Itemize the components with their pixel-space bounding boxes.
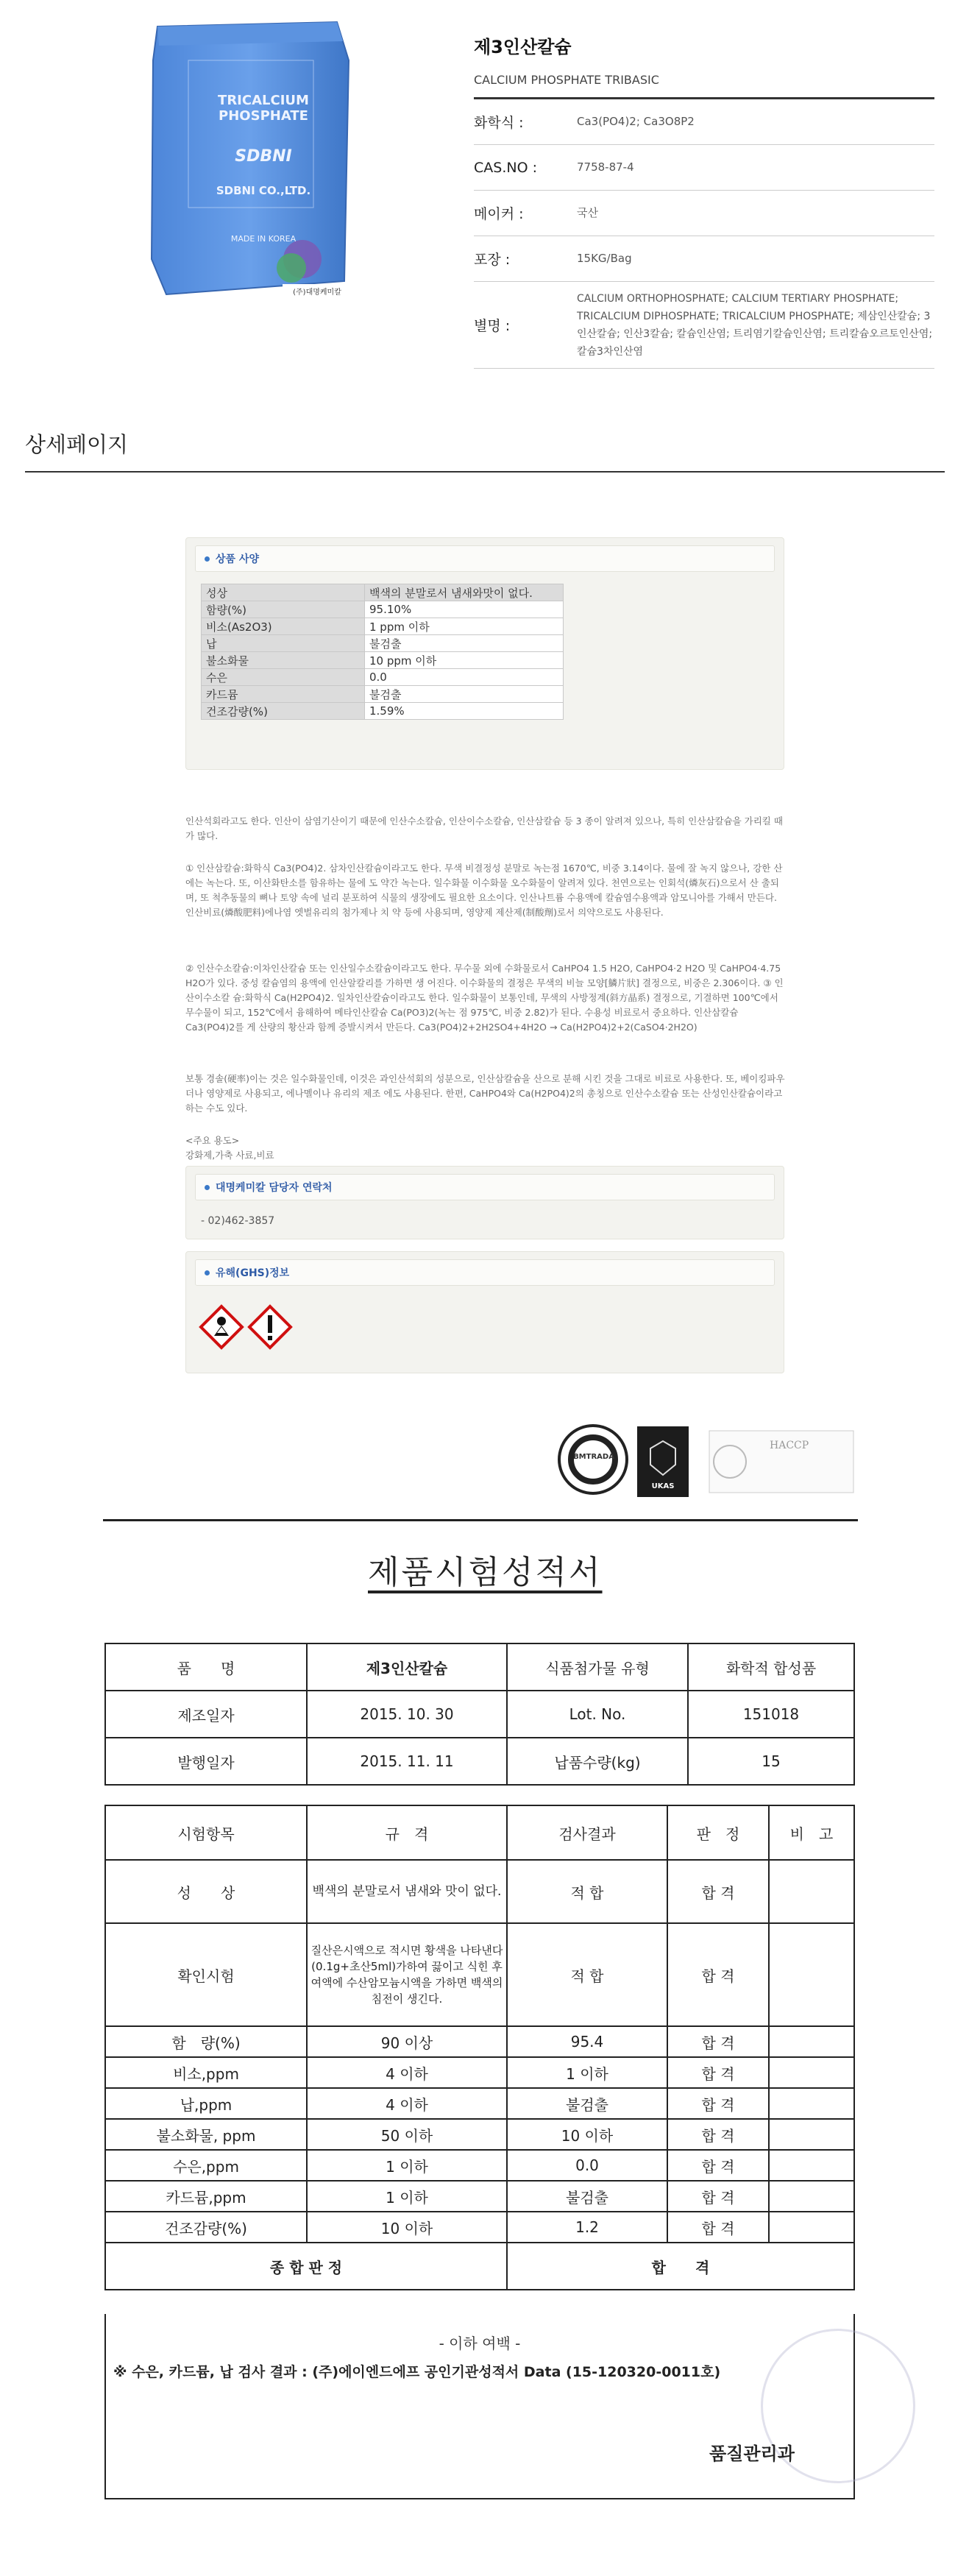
table-cell: 151018	[688, 1691, 854, 1738]
spec-row-maker	[474, 191, 934, 236]
table-row	[105, 2181, 854, 2212]
spec-label: 포장 :	[474, 252, 511, 268]
overall-row	[105, 2243, 854, 2290]
table-cell-key: 함량(%)	[202, 601, 365, 618]
test-spec: 50 이하	[307, 2119, 507, 2150]
test-item: 납,ppm	[105, 2088, 307, 2119]
health-hazard-icon	[201, 1306, 242, 1348]
test-spec: 질산은시액으로 적시면 황색을 나타낸다 (0.1g+초산5ml)가하여 끓이고 식힌 후 여액에 수산암모늄시액을 가하면 백색의 침전이 생긴다.	[307, 1923, 507, 2026]
table-cell-value: 10 ppm 이하	[365, 652, 564, 669]
test-judge: 합 격	[667, 2150, 769, 2181]
table-cell: Lot. No.	[507, 1691, 688, 1738]
table-cell-value: 백색의 분말로서 냄새와맛이 없다.	[365, 584, 564, 601]
test-spec: 백색의 분말로서 냄새와 맛이 없다.	[307, 1860, 507, 1923]
haccp-logo: HACCP	[770, 1440, 809, 1451]
table-cell-key: 불소화물	[202, 652, 365, 669]
spec-box-title	[195, 545, 775, 572]
blank-below-note: - 이하 여백 -	[439, 2335, 521, 2352]
table-row	[105, 2057, 854, 2088]
exclamation-icon	[249, 1306, 291, 1348]
table-cell-value: 1 ppm 이하	[365, 618, 564, 635]
table-cell: 화학적 합성품	[688, 1643, 854, 1691]
table-cell: 제조일자	[105, 1691, 307, 1738]
test-result: 적 합	[507, 1860, 667, 1923]
watermark-company: (주)대명케미칼	[293, 289, 341, 297]
table-cell-key: 건조감량(%)	[202, 703, 365, 720]
bag-brand-logo: SDBNI	[235, 147, 292, 166]
table-row	[105, 1860, 854, 1923]
table-cell-key: 카드뮴	[202, 686, 365, 703]
description-paragraph: 보통 경솔(硬率)이는 것은 일수화물인데, 이것은 과인산석회의 성분으로, 인산삼칼슘을 산으로 분해 시킨 것을 그대로 비료로 사용한다. 또, 베이킹파우더나 영양제로 사용되고, 에나멜이나 유리의 제조 에도 사용된다. 한편, CaHPO4와 Ca(H2PO4)2의 총칭으로 인산수소칼슘 또는 산성인산칼슘이라고 하는 수도 있다.	[185, 1073, 785, 1114]
table-header-row	[105, 1805, 854, 1860]
divider	[25, 471, 945, 473]
table-cell: 15	[688, 1738, 854, 1785]
test-result: 1 이하	[507, 2057, 667, 2088]
bag-company: SDBNI CO.,LTD.	[216, 184, 311, 197]
spec-table	[201, 584, 564, 720]
table-row	[105, 1923, 854, 2026]
test-note	[769, 2088, 854, 2119]
spec-label: CAS.NO :	[474, 159, 537, 176]
spec-row-formula	[474, 99, 934, 145]
column-header: 규 격	[307, 1805, 507, 1860]
spec-box	[185, 537, 784, 770]
description-paragraph: ② 인산수소칼슘:이차인산칼슘 또는 인산일수소칼슘이라고도 한다. 무수물 외에 수화물로서 CaHPO4 1.5 H2O, CaHPO4·2 H2O 및 CaHPO4·4.75 H2O가 있다. 중성 칼슘염의 용액에 인산알칼리를 가하면 생 어진다. 이수화물의 결정은 무색의 비늘 모양[鱗片狀] 결정으로, 비중은 2.306이다. ③ 인산이수소칼 슘:화학식 Ca(H2PO4)2. 일차인산칼슘이라고도 한다. 일수화물이 보통인데, 무색의 사방정계(斜方晶系) 결정으로, 기결하면 100℃에서 무수물이 되고, 152℃에서 융해하여 메타인산칼슘 Ca(PO3)2(녹는 점 975℃, 비중 2.82)가 된다. 수용성 비료로서 중요하다. 인산삼칼슘 Ca3(PO4)2를 게 산량의 황산과 함께 증발시켜서 만든다. Ca3(PO4)2+2H2SO4+4H2O → Ca(H2PO4)2+2(CaSO4·2H2O)	[185, 963, 784, 1033]
certificate-footer	[104, 2314, 855, 2499]
table-row	[202, 703, 564, 720]
table-cell: 제3인산칼슘	[307, 1643, 507, 1691]
contact-phone: - 02)462-3857	[201, 1215, 275, 1227]
test-spec: 10 이하	[307, 2212, 507, 2243]
table-row	[105, 2119, 854, 2150]
certification-logos	[556, 1419, 858, 1500]
test-judge: 합 격	[667, 2212, 769, 2243]
table-cell-value: 불검출	[365, 686, 564, 703]
spec-value: Ca3(PO4)2; Ca3O8P2	[577, 115, 695, 128]
ghs-box-title-text: 유해(GHS)정보	[216, 1267, 290, 1279]
description-paragraph: 인산석회라고도 한다. 인산이 삼염기산이기 때문에 인산수소칼슘, 인산이수소칼슘, 인산삼칼슘 등 3 종이 알려져 있으나, 특히 인산삼칼슘을 가리킬 때가 많다.	[185, 815, 783, 841]
usage-heading: <주요 용도>	[185, 1135, 240, 1146]
bullet-icon	[205, 1185, 210, 1190]
spec-label: 별명 :	[474, 318, 511, 334]
table-row	[202, 601, 564, 618]
column-header: 비 고	[769, 1805, 854, 1860]
test-note	[769, 2181, 854, 2212]
certificate-results-table	[104, 1805, 855, 2290]
overall-label: 종 합 판 정	[105, 2243, 507, 2290]
test-judge: 합 격	[667, 1860, 769, 1923]
contact-box-title-text: 대명케미칼 담당자 연락처	[216, 1182, 333, 1194]
table-cell: 품 명	[105, 1643, 307, 1691]
test-result: 95.4	[507, 2026, 667, 2057]
table-row	[202, 686, 564, 703]
table-row	[202, 618, 564, 635]
spec-row-alias	[474, 282, 934, 369]
product-info	[474, 32, 934, 369]
table-row	[105, 2212, 854, 2243]
table-row	[202, 669, 564, 686]
test-note	[769, 2150, 854, 2181]
bag-origin: MADE IN KOREA	[230, 234, 297, 244]
table-row	[105, 2026, 854, 2057]
test-note	[769, 2119, 854, 2150]
table-cell-value: 1.59%	[365, 703, 564, 720]
table-row	[105, 1738, 854, 1785]
table-row	[105, 1643, 854, 1691]
test-item: 함 량(%)	[105, 2026, 307, 2057]
spec-box-title-text: 상품 사양	[216, 553, 259, 565]
table-cell-value: 0.0	[365, 669, 564, 686]
spec-value: CALCIUM ORTHOPHOSPHATE; CALCIUM TERTIARY PHOSPHATE; TRICALCIUM DIPHOSPHATE; TRICALCIUM PHOSPHATE; 제삼인산칼슘; 3인산칼슘; 인산3칼슘; 칼슘인산염; 트리염기칼슘인산염; 트리칼슘오르토인산염; 칼슘3차인산염	[577, 292, 933, 358]
product-subtitle: CALCIUM PHOSPHATE TRIBASIC	[474, 73, 934, 99]
ukas-logo: UKAS	[651, 1482, 675, 1490]
table-cell: 납품수량(kg)	[507, 1738, 688, 1785]
divider	[103, 1519, 858, 1521]
table-cell-key: 납	[202, 635, 365, 652]
certificate-header-table	[104, 1643, 855, 1786]
table-row	[202, 652, 564, 669]
table-row	[202, 584, 564, 601]
table-row	[105, 2088, 854, 2119]
usage-text: 강화제,가축 사료,비료	[185, 1150, 274, 1161]
test-note	[769, 2026, 854, 2057]
test-spec: 1 이하	[307, 2181, 507, 2212]
test-judge: 합 격	[667, 2181, 769, 2212]
table-row	[105, 2150, 854, 2181]
spec-label: 화학식 :	[474, 115, 524, 131]
certificate-title: 제품시험성적서	[368, 1554, 603, 1591]
table-cell-key: 성상	[202, 584, 365, 601]
test-note	[769, 2057, 854, 2088]
spec-value: 15KG/Bag	[577, 252, 632, 265]
bullet-icon	[205, 556, 210, 562]
table-cell: 발행일자	[105, 1738, 307, 1785]
test-note	[769, 1923, 854, 2026]
test-result: 0.0	[507, 2150, 667, 2181]
test-result: 불검출	[507, 2088, 667, 2119]
test-judge: 합 격	[667, 1923, 769, 2026]
test-result: 10 이하	[507, 2119, 667, 2150]
spec-label: 메이커 :	[474, 206, 524, 222]
test-result: 적 합	[507, 1923, 667, 2026]
bag-product-name: TRICALCIUM PHOSPHATE	[218, 93, 309, 124]
test-item: 불소화물, ppm	[105, 2119, 307, 2150]
test-item: 건조감량(%)	[105, 2212, 307, 2243]
test-item: 확인시험	[105, 1923, 307, 2026]
table-cell-key: 수은	[202, 669, 365, 686]
test-result: 불검출	[507, 2181, 667, 2212]
test-spec: 90 이상	[307, 2026, 507, 2057]
overall-result: 합 격	[507, 2243, 854, 2290]
test-judge: 합 격	[667, 2026, 769, 2057]
ghs-pictograms	[198, 1303, 301, 1355]
column-header: 시험항목	[105, 1805, 307, 1860]
test-judge: 합 격	[667, 2088, 769, 2119]
table-cell-key: 비소(As2O3)	[202, 618, 365, 635]
contact-box	[185, 1166, 784, 1239]
test-item: 성 상	[105, 1860, 307, 1923]
signature-department: 품질관리과	[709, 2444, 795, 2464]
product-title: 제3인산칼슘	[474, 37, 572, 57]
spec-row-packing	[474, 236, 934, 282]
test-item: 비소,ppm	[105, 2057, 307, 2088]
ghs-box	[185, 1251, 784, 1373]
table-cell-value: 95.10%	[365, 601, 564, 618]
table-cell: 2015. 11. 11	[307, 1738, 507, 1785]
test-result: 1.2	[507, 2212, 667, 2243]
test-spec: 1 이하	[307, 2150, 507, 2181]
contact-box-title	[195, 1174, 775, 1200]
test-item: 수은,ppm	[105, 2150, 307, 2181]
detail-page-heading: 상세페이지	[25, 432, 129, 457]
spec-value: 국산	[577, 206, 598, 219]
spec-row-cas	[474, 145, 934, 191]
table-cell: 2015. 10. 30	[307, 1691, 507, 1738]
table-row	[202, 635, 564, 652]
test-judge: 합 격	[667, 2057, 769, 2088]
test-item: 카드뮴,ppm	[105, 2181, 307, 2212]
column-header: 검사결과	[507, 1805, 667, 1860]
test-note	[769, 2212, 854, 2243]
table-cell-value: 불검출	[365, 635, 564, 652]
test-judge: 합 격	[667, 2119, 769, 2150]
ghs-box-title	[195, 1259, 775, 1286]
product-image	[144, 16, 365, 303]
test-source-note: ※ 수은, 카드뮴, 납 검사 결과 : (주)에이엔드에프 공인기관성적서 Data (15-120320-0011호)	[113, 2364, 721, 2380]
spec-value: 7758-87-4	[577, 160, 634, 174]
description-paragraph: ① 인산삼칼슘:화학식 Ca3(PO4)2. 삼차인산칼슘이라고도 한다. 무색 비결정성 분말로 녹는점 1670℃, 비중 3.14이다. 물에 잘 녹지 않으나, 강한 산에는 녹는다. 또, 이산화탄소를 함유하는 물에 도 약간 녹는다. 일수화물 이수화물 오수화물이 알려져 있다. 천연으로는 인회석(燐灰石)으로서 산 출되며, 또 척추동물의 뼈나 토양 속에 널리 분포하여 식물의 생장에도 필요한 요소이다. 인산나트륨 수용액에 칼슘염수용액과 암모니아를 가해서 만든다. 인산비료(燐酸肥料)에나염 엣벌유리의 첨가제나 치 약 등에 사용되며, 영양제 제산제(制酸劑)로서 의약으로도 사용된다.	[185, 863, 783, 918]
bmtrada-logo: BMTRADA	[573, 1453, 614, 1461]
table-row	[105, 1691, 854, 1738]
bullet-icon	[205, 1270, 210, 1275]
test-spec: 4 이하	[307, 2057, 507, 2088]
test-spec: 4 이하	[307, 2088, 507, 2119]
table-cell: 식품첨가물 유형	[507, 1643, 688, 1691]
column-header: 판 정	[667, 1805, 769, 1860]
test-note	[769, 1860, 854, 1923]
